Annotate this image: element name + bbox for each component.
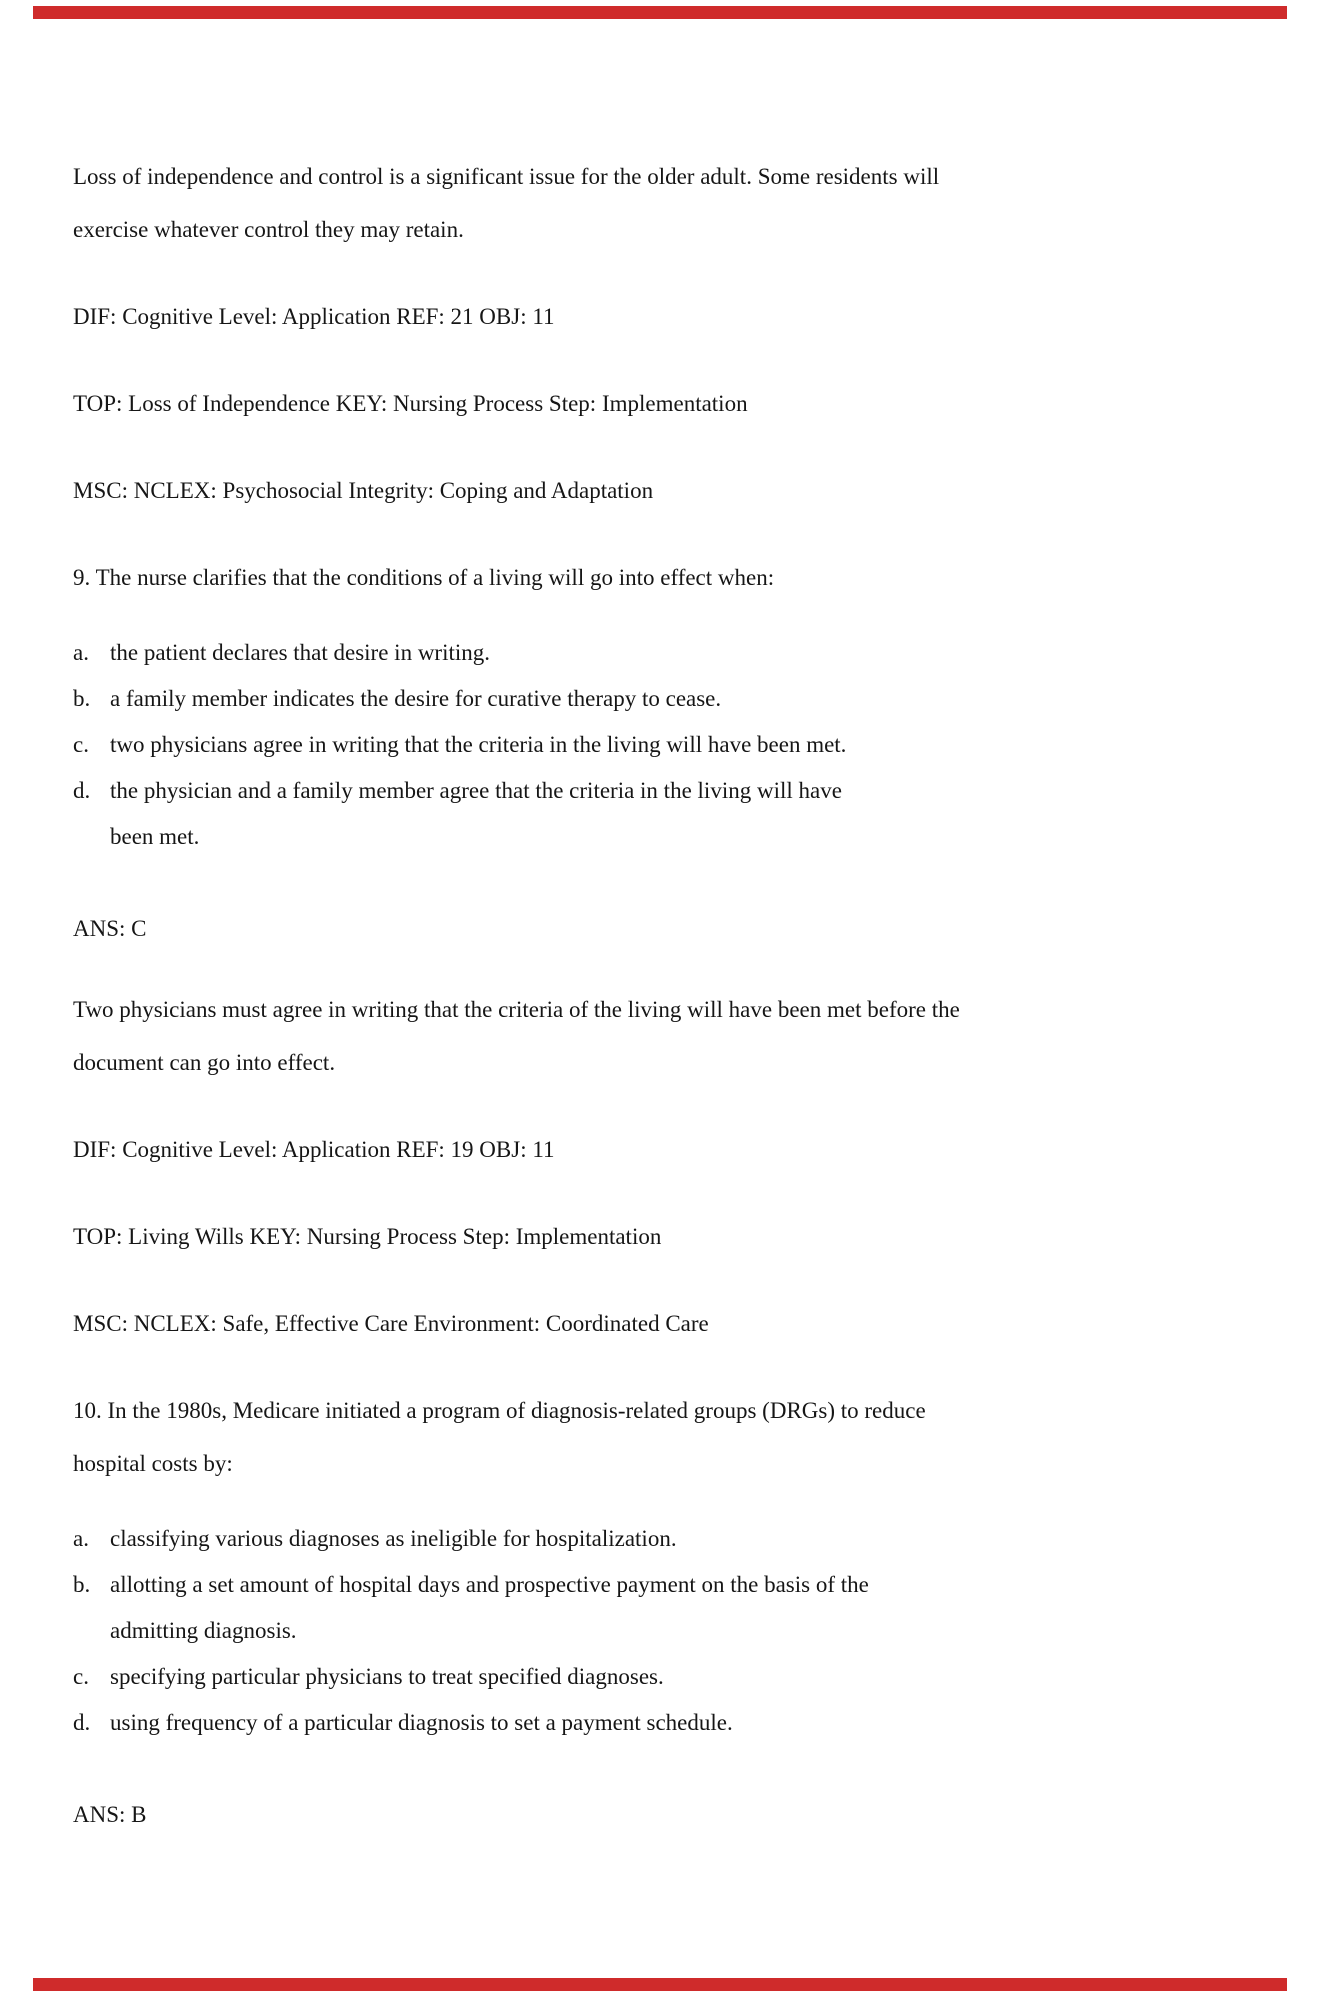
option-text: the patient declares that desire in writing. [110, 640, 491, 665]
question9-stem: 9. The nurse clarifies that the conditions of a living will go into effect when: [73, 565, 775, 590]
intro-paragraph-line1: Loss of independence and control is a significant issue for the older adult. Some residents will [73, 164, 940, 189]
question10-option-b [73, 1562, 1292, 1654]
dif-line-q9: DIF: Cognitive Level: Application REF: 19 OBJ: 11 [73, 1137, 555, 1162]
option-text: a family member indicates the desire for curative therapy to cease. [110, 686, 722, 711]
msc-line-q9: MSC: NCLEX: Safe, Effective Care Environment: Coordinated Care [73, 1311, 709, 1336]
option-label: b. [73, 1572, 91, 1597]
option-label: a. [73, 640, 89, 665]
option-text: allotting a set amount of hospital days and prospective payment on the basis of the admitting diagnosis. [110, 1572, 869, 1643]
option-label: c. [73, 732, 89, 757]
top-line-q8: TOP: Loss of Independence KEY: Nursing Process Step: Implementation [73, 391, 748, 416]
document-body [73, 150, 1292, 1869]
top-red-bar [33, 6, 1287, 19]
option-label: a. [73, 1526, 89, 1551]
question9-option-b [73, 676, 1292, 722]
question9-answer: ANS: C [73, 916, 147, 941]
option-label: d. [73, 778, 91, 803]
question10-stem-line1: 10. In the 1980s, Medicare initiated a program of diagnosis-related groups (DRGs) to reduce [73, 1398, 926, 1423]
question9-option-a [73, 630, 1292, 676]
question10-options [73, 1516, 1292, 1746]
option-label: c. [73, 1664, 89, 1689]
question10-option-d [73, 1700, 1292, 1746]
question10-stem [73, 1384, 1292, 1490]
top-line-q9: TOP: Living Wills KEY: Nursing Process Step: Implementation [73, 1224, 662, 1249]
question10-option-c [73, 1654, 1292, 1700]
msc-line-q8: MSC: NCLEX: Psychosocial Integrity: Coping and Adaptation [73, 478, 654, 503]
rationale-line1: Two physicians must agree in writing that the criteria of the living will have been met before the [73, 997, 960, 1022]
option-text: specifying particular physicians to treat specified diagnoses. [110, 1664, 664, 1689]
dif-line-q8: DIF: Cognitive Level: Application REF: 21 OBJ: 11 [73, 304, 555, 329]
option-label: d. [73, 1710, 91, 1735]
option-label: b. [73, 686, 91, 711]
question9-rationale [73, 983, 1292, 1089]
intro-paragraph [73, 150, 1292, 256]
question10-stem-line2: hospital costs by: [73, 1451, 233, 1476]
option-text: classifying various diagnoses as ineligible for hospitalization. [110, 1526, 677, 1551]
question10-answer: ANS: B [73, 1802, 147, 1827]
rationale-line2: document can go into effect. [73, 1050, 336, 1075]
option-text: using frequency of a particular diagnosis to set a payment schedule. [110, 1710, 733, 1735]
intro-paragraph-line2: exercise whatever control they may retain. [73, 217, 464, 242]
bottom-red-bar [33, 1978, 1287, 1991]
question9-option-d [73, 768, 1292, 860]
option-text: two physicians agree in writing that the criteria in the living will have been met. [110, 732, 847, 757]
question9-option-c [73, 722, 1292, 768]
question9-options [73, 630, 1292, 860]
question10-option-a [73, 1516, 1292, 1562]
option-text: the physician and a family member agree that the criteria in the living will have been met. [110, 778, 842, 849]
